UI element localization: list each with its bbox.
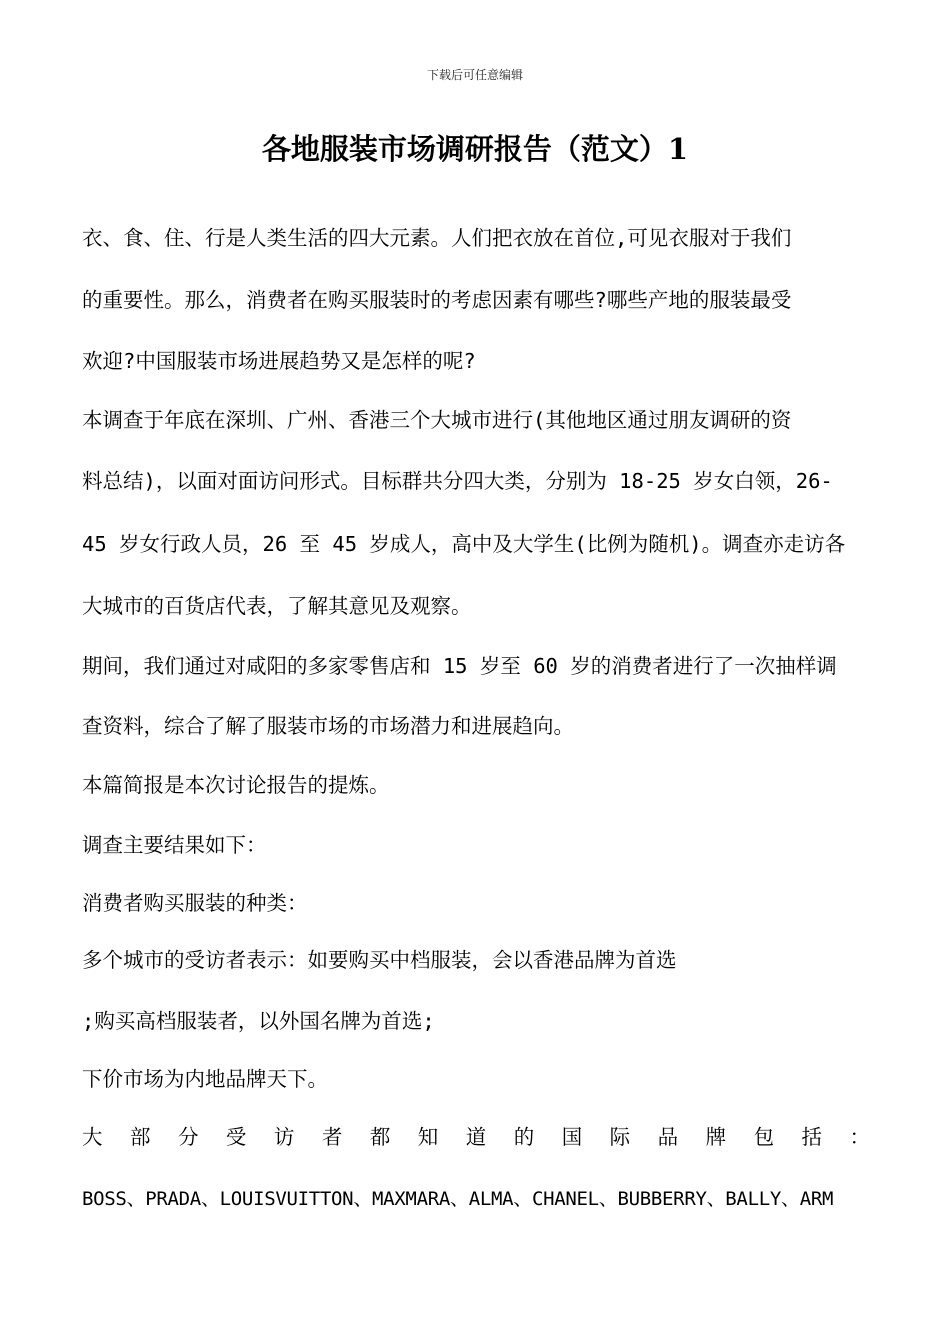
- spaced-char: 访: [273, 1125, 295, 1149]
- header-note: 下载后可任意编辑: [426, 68, 523, 82]
- spaced-char: 都: [369, 1125, 391, 1149]
- spaced-char: 大: [82, 1125, 103, 1149]
- spaced-char: ：: [849, 1125, 870, 1149]
- spaced-char: 部: [129, 1125, 151, 1149]
- brand-list-line: BOSS、PRADA、LOUISVUITTON、MAXMARA、ALMA、CHANEL、BUBBERRY、BALLY、ARM: [82, 1188, 834, 1210]
- spaced-char: 受: [225, 1125, 247, 1149]
- paragraph-line: 欢迎?中国服装市场进展趋势又是怎样的呢?: [82, 349, 476, 373]
- spaced-char: 分: [177, 1125, 199, 1149]
- paragraph-line: 消费者购买服装的种类：: [82, 891, 308, 915]
- paragraph-line: 查资料，综合了解了服装市场的市场潜力和进展趋向。: [82, 714, 574, 738]
- paragraph-line: 的重要性。那么，消费者在购买服装时的考虑因素有哪些?哪些产地的服装最受: [82, 288, 792, 312]
- spaced-char: 包: [753, 1125, 775, 1149]
- paragraph-line: 45 岁女行政人员，26 至 45 岁成人，高中及大学生(比例为随机)。调查亦走访各: [82, 532, 846, 556]
- paragraph-line: 多个城市的受访者表示：如要购买中档服装，会以香港品牌为首选: [82, 948, 677, 972]
- spaced-char: 际: [609, 1125, 631, 1149]
- spaced-paragraph-line: [82, 1122, 870, 1152]
- paragraph-line: 调查主要结果如下：: [82, 833, 267, 857]
- spaced-char: 牌: [705, 1125, 727, 1149]
- paragraph-line: 下价市场为内地品牌天下。: [82, 1067, 328, 1091]
- paragraph-line: 本篇简报是本次讨论报告的提炼。: [82, 773, 390, 797]
- paragraph-line: 衣、食、住、行是人类生活的四大元素。人们把衣放在首位,可见衣服对于我们: [82, 226, 792, 250]
- spaced-char: 品: [657, 1125, 679, 1149]
- paragraph-line: 料总结)，以面对面访问形式。目标群共分四大类，分别为 18-25 岁女白领，26-: [82, 469, 833, 493]
- document-title: 各地服装市场调研报告（范文）1: [261, 132, 689, 166]
- paragraph-line: 期间，我们通过对咸阳的多家零售店和 15 岁至 60 岁的消费者进行了一次抽样调: [82, 654, 837, 678]
- spaced-char: 的: [513, 1125, 535, 1149]
- spaced-char: 者: [321, 1125, 343, 1149]
- paragraph-line: 本调查于年底在深圳、广州、香港三个大城市进行(其他地区通过朋友调研的资: [82, 408, 792, 432]
- paragraph-line: 大城市的百货店代表，了解其意见及观察。: [82, 594, 472, 618]
- paragraph-line: ;购买高档服装者，以外国名牌为首选;: [82, 1009, 435, 1033]
- spaced-char: 知: [417, 1125, 439, 1149]
- spaced-char: 国: [561, 1125, 583, 1149]
- spaced-char: 道: [465, 1125, 487, 1149]
- spaced-char: 括: [801, 1125, 823, 1149]
